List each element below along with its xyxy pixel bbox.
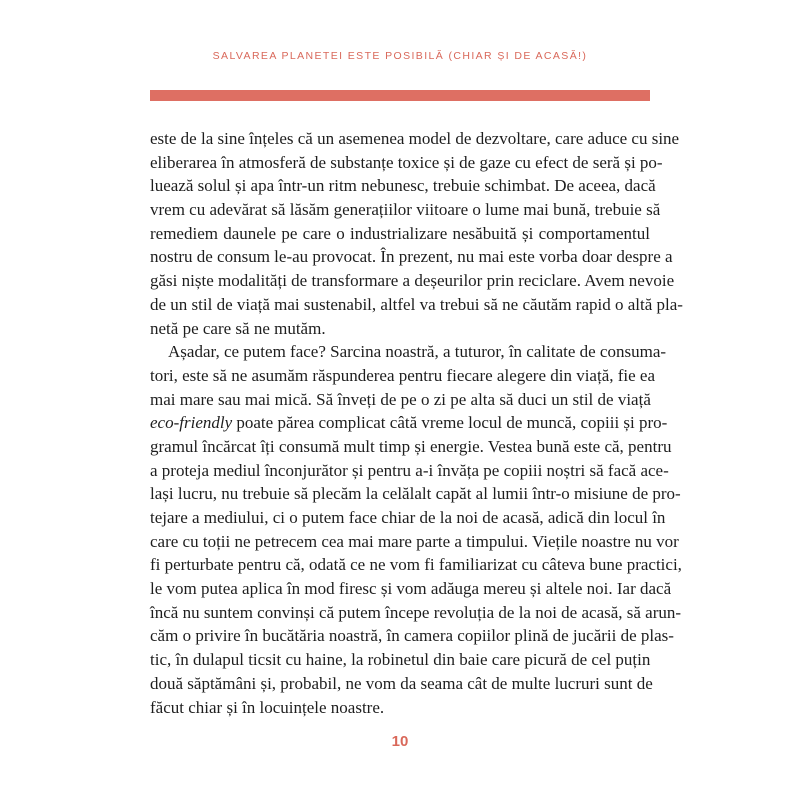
running-title: SALVAREA PLANETEI ESTE POSIBILĂ (CHIAR ȘI DE ACASĂ!) — [212, 50, 588, 62]
text-line: încă nu suntem convinși că putem începe revoluția de la noi de acasă, să arun- — [150, 602, 682, 622]
text-line: căm o privire în bucătăria noastră, în camera copiilor plină de jucării de plas- — [150, 626, 674, 646]
header-rule-bar — [150, 90, 650, 101]
text-line: a proteja mediul înconjurător și pentru a-i învăța pe copiii noștri să facă ace- — [150, 460, 669, 480]
text-line: găsi niște modalități de transformare a deșeurilor prin reciclare. Avem nevoie — [150, 271, 675, 291]
text-line: făcut chiar și în locuințele noastre. — [150, 697, 385, 717]
text-line: le vom putea aplica în mod firesc și vom adăuga mereu și altele noi. Iar dacă — [150, 579, 672, 599]
text-line: care cu toții ne petrecem cea mai mare parte a timpului. Viețile noastre nu vor — [150, 531, 679, 551]
text-line: este de la sine înțeles că un asemenea model de dezvoltare, care aduce cu sine — [150, 129, 680, 148]
text-line: eliberarea în atmosferă de substanțe toxice și de gaze cu efect de seră și po- — [150, 152, 663, 172]
text-line: netă pe care să ne mutăm. — [150, 318, 326, 338]
text-line: remediem daunele pe care o industrializare nesăbuită și comportamentul — [150, 223, 650, 243]
text-line-rest: poate părea complicat câtă vreme locul de muncă, copiii și pro- — [236, 413, 668, 433]
body-text — [150, 127, 683, 719]
text-line: tori, este să ne asumăm răspunderea pentru fiecare alegere din viață, fie ea — [150, 365, 656, 385]
text-line: vrem cu adevărat să lăsăm generațiilor viitoare o lume mai bună, trebuie să — [150, 200, 661, 220]
text-line-with-italic — [150, 411, 668, 435]
text-line: luează solul și apa într-un ritm nebunesc, trebuie schimbat. De aceea, dacă — [150, 176, 656, 196]
page-number: 10 — [391, 733, 409, 750]
text-line: mai mare sau mai mică. Să înveți de pe o zi pe alta să duci un stil de viață — [150, 389, 651, 409]
text-line: tejare a mediului, ci o putem face chiar de la noi de acasă, adică din locul în — [150, 508, 666, 527]
paragraph-2 — [150, 340, 682, 719]
text-line: gramul încărcat îți consumă mult timp și energie. Vestea bună este că, pentru — [150, 436, 672, 456]
text-line: Așadar, ce putem face? Sarcina noastră, a tuturor, în calitate de consuma- — [168, 342, 667, 362]
text-line: lași lucru, nu trebuie să plecăm la celălalt capăt al lumii într-o misiune de pro- — [150, 484, 681, 504]
paragraph-1 — [150, 127, 683, 340]
text-line: tic, în dulapul ticsit cu haine, la robinetul din baie care picură de cel puțin — [150, 650, 651, 670]
text-line: două săptămâni și, probabil, ne vom da seama cât de multe lucruri sunt de — [150, 673, 653, 693]
italic-term: eco-friendly — [150, 413, 233, 433]
text-line: nostru de consum le-au provocat. În prezent, nu mai este vorba doar despre a — [150, 247, 673, 267]
text-line: de un stil de viață mai sustenabil, altfel va trebui să ne căutăm rapid o altă pla- — [150, 294, 683, 314]
text-line: fi perturbate pentru că, odată ce ne vom fi familiarizat cu câteva bune practici, — [150, 555, 682, 575]
